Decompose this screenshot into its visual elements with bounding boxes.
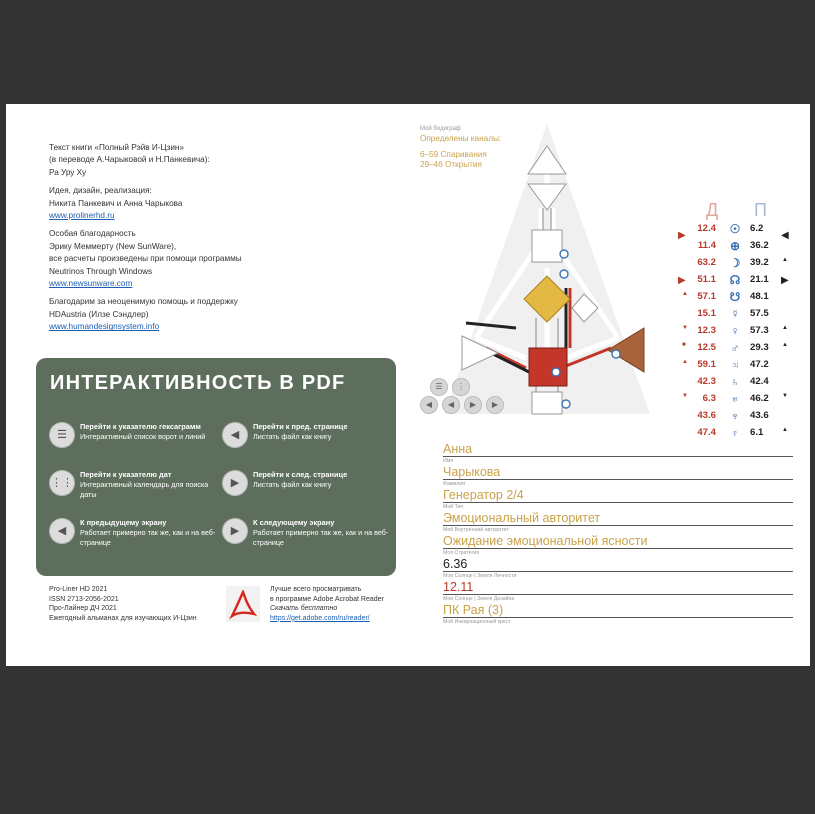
calendar-icon[interactable]: ⋮ [452,378,470,396]
design-value: 12.4 [697,223,716,234]
item-desc: Листать файл как книгу [253,480,332,489]
planet-row-jupiter [676,359,802,373]
personality-marker: ▲ [782,257,788,263]
page [6,104,810,666]
design-marker: ▼ [682,325,688,331]
personality-marker: ▲ [782,342,788,348]
book-author: Ра Уру Ху [49,167,87,177]
adobe-line: Лучше всего просматривать [270,586,362,593]
credits-block [49,142,379,340]
field-value: Ожидание эмоциональной ясности [443,534,648,548]
item-desc: Работает примерно так же, как и на веб-странице [80,528,216,547]
thanks-program: Neutrinos Through Windows [49,266,153,276]
design-value: 43.6 [697,410,716,421]
field-label: Мои Солнце | Земля Дизайна [443,596,515,602]
field-value: ПК Рая (3) [443,603,504,617]
head-center [528,146,566,174]
design-value: 11.4 [697,240,716,251]
variable-arrow-icon: ▶ [781,275,789,286]
design-marker: ■ [682,342,686,348]
design-column-header: Д [706,200,719,220]
adobe-download-link[interactable]: https://get.adobe.com/ru/reader/ [270,614,370,622]
field-value: Генератор 2/4 [443,488,524,502]
planet-row-neptune [676,410,802,424]
personality-value: 6.2 [750,223,764,234]
next-page-icon[interactable]: ▶ [464,396,482,414]
variable-arrow-icon: ▶ [678,230,686,241]
field-value: Анна [443,442,473,456]
item-title: Перейти к указателю гексаграмм [80,422,201,431]
planet-row-mars [676,342,802,356]
item-desc: Листать файл как книгу [253,432,332,441]
publication-info [49,585,197,623]
earth-icon: ⊕ [729,239,741,253]
bodygraph [416,118,678,416]
personality-marker: ▲ [782,427,788,433]
goto-prev-screen[interactable] [49,518,219,548]
neptune-icon: ♆ [730,409,740,423]
field-value: Эмоциональный авторитет [443,511,601,525]
list-icon[interactable]: ☰ [49,422,75,448]
personality-value: 47.2 [750,359,769,370]
personality-value: 46.2 [750,393,769,404]
personality-marker: ▼ [782,393,788,399]
throat-center [532,230,562,262]
design-value: 47.4 [697,427,716,438]
sun-icon: ☉ [729,222,741,236]
variable-arrow-icon: ◀ [781,230,789,241]
adobe-reader-note [270,585,384,623]
item-title: Перейти к указателю дат [80,470,172,479]
forward-icon[interactable]: ▶ [222,518,248,544]
uranus-icon: ♅ [730,392,740,406]
footer-line: Ежегодный альманах для изучающих И-Цзин [49,614,197,622]
personality-value: 42.4 [750,376,769,387]
personality-marker: ▲ [782,325,788,331]
item-title: К следующему экрану [253,518,335,527]
field-label: Мои Солнце | Земля Личности [443,573,517,579]
personality-value: 36.2 [750,240,769,251]
personality-value: 48.1 [750,291,769,302]
pluto-icon: ♇ [730,426,740,440]
mercury-icon: ☿ [730,307,740,321]
field-label: Мой Тип [443,504,464,510]
design-marker: ▼ [682,393,688,399]
field-value: Чарыкова [443,465,501,479]
south-node-icon: ☋ [729,290,741,304]
thanks-desc: все расчеты произведены при помощи программы [49,254,242,264]
mars-icon: ♂ [730,341,740,355]
prev-page-icon[interactable]: ◀ [222,422,248,448]
personality-value: 43.6 [750,410,769,421]
adobe-reader-icon[interactable] [226,586,260,622]
moon-icon: ☽ [729,256,741,270]
item-title: Перейти к след. странице [253,470,348,479]
planet-row-pluto [676,427,802,441]
planet-row-saturn [676,376,802,390]
design-value: 59.1 [697,359,716,370]
root-center [532,392,562,414]
goto-date-index[interactable] [49,470,219,500]
chart-small-label: Мой бодиграф [420,126,461,132]
personality-value: 57.5 [750,308,769,319]
goto-next-page[interactable] [222,470,392,500]
planet-row-mercury [676,308,802,322]
calendar-icon[interactable]: ⋮⋮ [49,470,75,496]
download-free-label: Скачать бесплатно [270,605,338,613]
personality-value: 39.2 [750,257,769,268]
newsunware-link[interactable]: www.newsunware.com [49,279,133,289]
design-value: 42.3 [697,376,716,387]
support-label: Благодарим за неоценимую помощь и поддержку [49,297,238,307]
item-desc: Работает примерно так же, как и на веб-странице [253,528,389,547]
forward-icon[interactable]: ▶ [486,396,504,414]
thanks-name: Эрику Меммерту (New SunWare), [49,241,177,251]
support-name: HDAustria (Илзе Сэндлер) [49,309,149,319]
channel-item: 6–59 Спаривания [420,150,487,159]
design-value: 6.3 [702,393,716,404]
humandesignsystem-link[interactable]: www.humandesignsystem.info [49,322,160,332]
design-marker: ▲ [682,359,688,365]
planet-row-earth [676,240,802,254]
item-desc: Интерактивный календарь для поиска даты [80,480,209,499]
list-icon[interactable]: ☰ [430,378,448,396]
personality-value: 21.1 [750,274,769,285]
adobe-line: в программе Adobe Acrobat Reader [270,595,384,603]
planet-row-venus [676,325,802,339]
design-value: 12.5 [697,342,716,353]
idea-label: Идея, дизайн, реализация: [49,186,152,196]
back-icon[interactable]: ◀ [420,396,438,414]
navigation-buttons [420,376,530,416]
goto-prev-page[interactable] [222,422,392,452]
planet-row-moon [676,257,802,271]
field-label: Имя [443,458,454,464]
next-page-icon[interactable]: ▶ [222,470,248,496]
item-desc: Интерактивный список ворот и линий [80,432,206,441]
north-node-icon: ☊ [729,273,741,287]
goto-hexagram-index[interactable] [49,422,219,452]
prev-page-icon[interactable]: ◀ [442,396,460,414]
variable-arrow-icon: ▶ [678,275,686,286]
item-title: К предыдущему экрану [80,518,167,527]
book-text-label-1: Текст книги «Полный Рэйв И-Цзин» [49,143,184,152]
design-value: 51.1 [697,274,716,285]
field-value: 6.36 [443,557,468,571]
venus-icon: ♀ [730,324,740,338]
jupiter-icon: ♃ [730,358,740,372]
personality-column-header: П [754,200,767,220]
design-value: 15.1 [697,308,716,319]
thanks-label: Особая благодарность [49,229,136,239]
interactivity-panel [36,358,396,576]
field-label: Мой Внутренний авторитет [443,527,509,533]
field-value: 12.11 [443,580,474,594]
sacral-center [529,348,567,386]
prolinerhd-link[interactable]: www.prolinerhd.ru [49,211,115,221]
idea-names: Никита Панкевич и Анна Чарыкова [49,198,183,208]
personality-value: 6.1 [750,427,764,438]
channel-item: 29–46 Открытия [420,160,482,169]
channels-title: Определены каналы: [420,134,502,143]
panel-title: ИНТЕРАКТИВНОСТЬ В PDF [50,372,346,394]
footer-line: Pro-Liner HD 2021 [49,586,108,593]
design-value: 57.1 [697,291,716,302]
personality-value: 29.3 [750,342,769,353]
footer-line: ISSN 2713-2056-2021 [49,595,119,603]
goto-next-screen[interactable] [222,518,392,548]
field-label: Моя Стратегия [443,550,480,556]
design-marker: ▲ [682,291,688,297]
footer-line: Про-Лайнер ДЧ 2021 [49,605,117,613]
field-label: Фамилия [443,481,466,487]
back-icon[interactable]: ◀ [49,518,75,544]
personality-value: 57.3 [750,325,769,336]
design-value: 63.2 [697,257,716,268]
field-label: Мой Инкарнационный крест [443,619,511,625]
planet-row-uranus [676,393,802,407]
saturn-icon: ♄ [730,375,740,389]
design-value: 12.3 [697,325,716,336]
item-title: Перейти к пред. странице [253,422,348,431]
book-text-label-2: (в переводе А.Чарыковой и Н.Панкевича): [49,155,210,165]
planet-row-south-node [676,291,802,305]
